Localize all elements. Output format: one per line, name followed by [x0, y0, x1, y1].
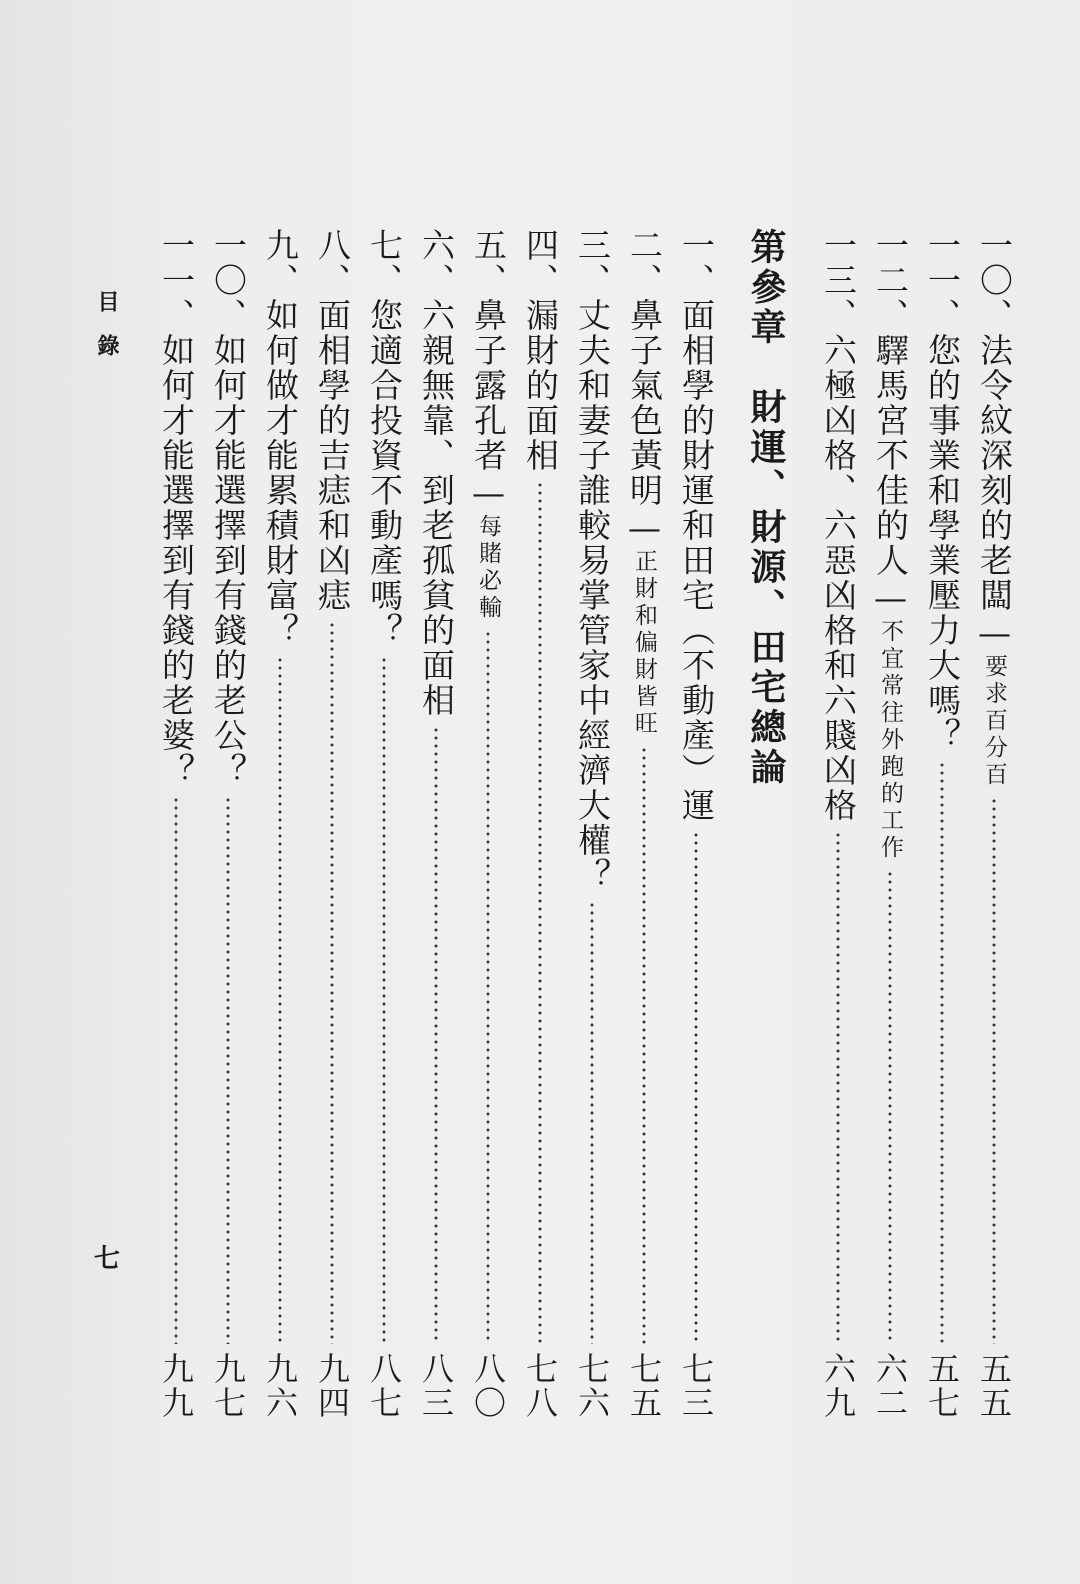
toc-entry	[916, 228, 968, 1420]
entry-page-number: 八三	[417, 1352, 455, 1420]
entry-number: 六、	[417, 228, 456, 298]
toc-entry	[566, 228, 618, 1420]
entry-page-number: 五七	[923, 1352, 961, 1420]
leader-dots	[329, 621, 335, 1344]
leader-dots	[537, 481, 543, 1344]
entry-number: 一一、	[157, 228, 196, 333]
entry-page-number: 九四	[313, 1352, 351, 1420]
leader-dots	[485, 630, 491, 1344]
leader-dots	[225, 796, 231, 1344]
entry-separator: —	[469, 473, 508, 514]
entry-separator: —	[625, 508, 664, 549]
entry-separator: —	[871, 578, 910, 619]
toc-entry	[410, 228, 462, 1420]
entry-title: 鼻子氣色黃明	[625, 298, 664, 508]
entry-page-number: 七八	[521, 1352, 559, 1420]
entry-title: 面相學的財運和田宅（不動產）運	[677, 298, 716, 823]
entry-title: 如何做才能累積財富？	[261, 298, 300, 648]
entry-number: 一一、	[923, 228, 962, 333]
entry-number: 一三、	[819, 228, 858, 333]
entry-number: 一〇、	[209, 228, 248, 333]
toc-entry	[150, 228, 202, 1420]
entry-page-number: 九九	[157, 1352, 195, 1420]
entry-page-number: 七三	[677, 1352, 715, 1420]
leader-dots	[835, 831, 841, 1344]
toc-entry	[968, 228, 1020, 1420]
toc-entry	[514, 228, 566, 1420]
leader-dots	[991, 797, 997, 1344]
toc-entry	[358, 228, 410, 1420]
entry-subtitle: 要求百分百	[981, 654, 1007, 789]
leader-dots	[381, 656, 387, 1344]
entry-title: 鼻子露孔者	[469, 298, 508, 473]
entry-subtitle: 每賭必輸	[475, 514, 501, 622]
entry-title: 如何才能選擇到有錢的老公？	[209, 333, 248, 788]
entry-title: 您的事業和學業壓力大嗎？	[923, 333, 962, 753]
entry-page-number: 六二	[871, 1352, 909, 1420]
entry-number: 四、	[521, 228, 560, 298]
leader-dots	[277, 656, 283, 1344]
entry-page-number: 九六	[261, 1352, 299, 1420]
leader-dots	[939, 761, 945, 1344]
leader-dots	[433, 726, 439, 1344]
chapter-title: 第參章 財運、財源、田宅總論	[745, 228, 787, 788]
entry-page-number: 五五	[975, 1352, 1013, 1420]
entry-title: 面相學的吉痣和凶痣	[313, 298, 352, 613]
leader-dots	[693, 831, 699, 1344]
entry-page-number: 九七	[209, 1352, 247, 1420]
entry-title: 驛馬宮不佳的人	[871, 333, 910, 578]
entry-page-number: 七五	[625, 1352, 663, 1420]
entry-title: 如何才能選擇到有錢的老婆？	[157, 333, 196, 788]
page-number: 七	[94, 1244, 121, 1274]
entry-title: 丈夫和妻子誰較易掌管家中經濟大權？	[573, 298, 612, 893]
running-header: 目錄	[94, 290, 120, 378]
entry-subtitle: 正財和偏財皆旺	[631, 549, 657, 738]
toc-entry	[306, 228, 358, 1420]
entry-title: 漏財的面相	[521, 298, 560, 473]
entry-title: 六極凶格、六惡凶格和六賤凶格	[819, 333, 858, 823]
entry-number: 五、	[469, 228, 508, 298]
entry-page-number: 八七	[365, 1352, 403, 1420]
toc-entry	[462, 228, 514, 1420]
entry-number: 一、	[677, 228, 716, 298]
entry-page-number: 六九	[819, 1352, 857, 1420]
leader-dots	[173, 796, 179, 1344]
toc-entry	[670, 228, 722, 1420]
chapter-heading	[738, 228, 794, 1420]
toc-entry	[618, 228, 670, 1420]
entry-title: 六親無靠、到老孤貧的面相	[417, 298, 456, 718]
entry-number: 九、	[261, 228, 300, 298]
toc-entry	[254, 228, 306, 1420]
leader-dots	[641, 746, 647, 1344]
entry-number: 三、	[573, 228, 612, 298]
entry-page-number: 八〇	[469, 1352, 507, 1420]
entry-number: 一二、	[871, 228, 910, 333]
entry-number: 七、	[365, 228, 404, 298]
entry-number: 二、	[625, 228, 664, 298]
entry-number: 八、	[313, 228, 352, 298]
entry-separator: —	[975, 613, 1014, 654]
toc-entry	[864, 228, 916, 1420]
toc-entry	[202, 228, 254, 1420]
entry-title: 您適合投資不動產嗎？	[365, 298, 404, 648]
table-of-contents	[80, 228, 1020, 1420]
entry-subtitle: 不宜常往外跑的工作	[877, 619, 903, 862]
toc-entry	[812, 228, 864, 1420]
entry-title: 法令紋深刻的老闆	[975, 333, 1014, 613]
leader-dots	[887, 870, 893, 1344]
entry-number: 一〇、	[975, 228, 1014, 333]
leader-dots	[589, 901, 595, 1344]
entry-page-number: 七六	[573, 1352, 611, 1420]
